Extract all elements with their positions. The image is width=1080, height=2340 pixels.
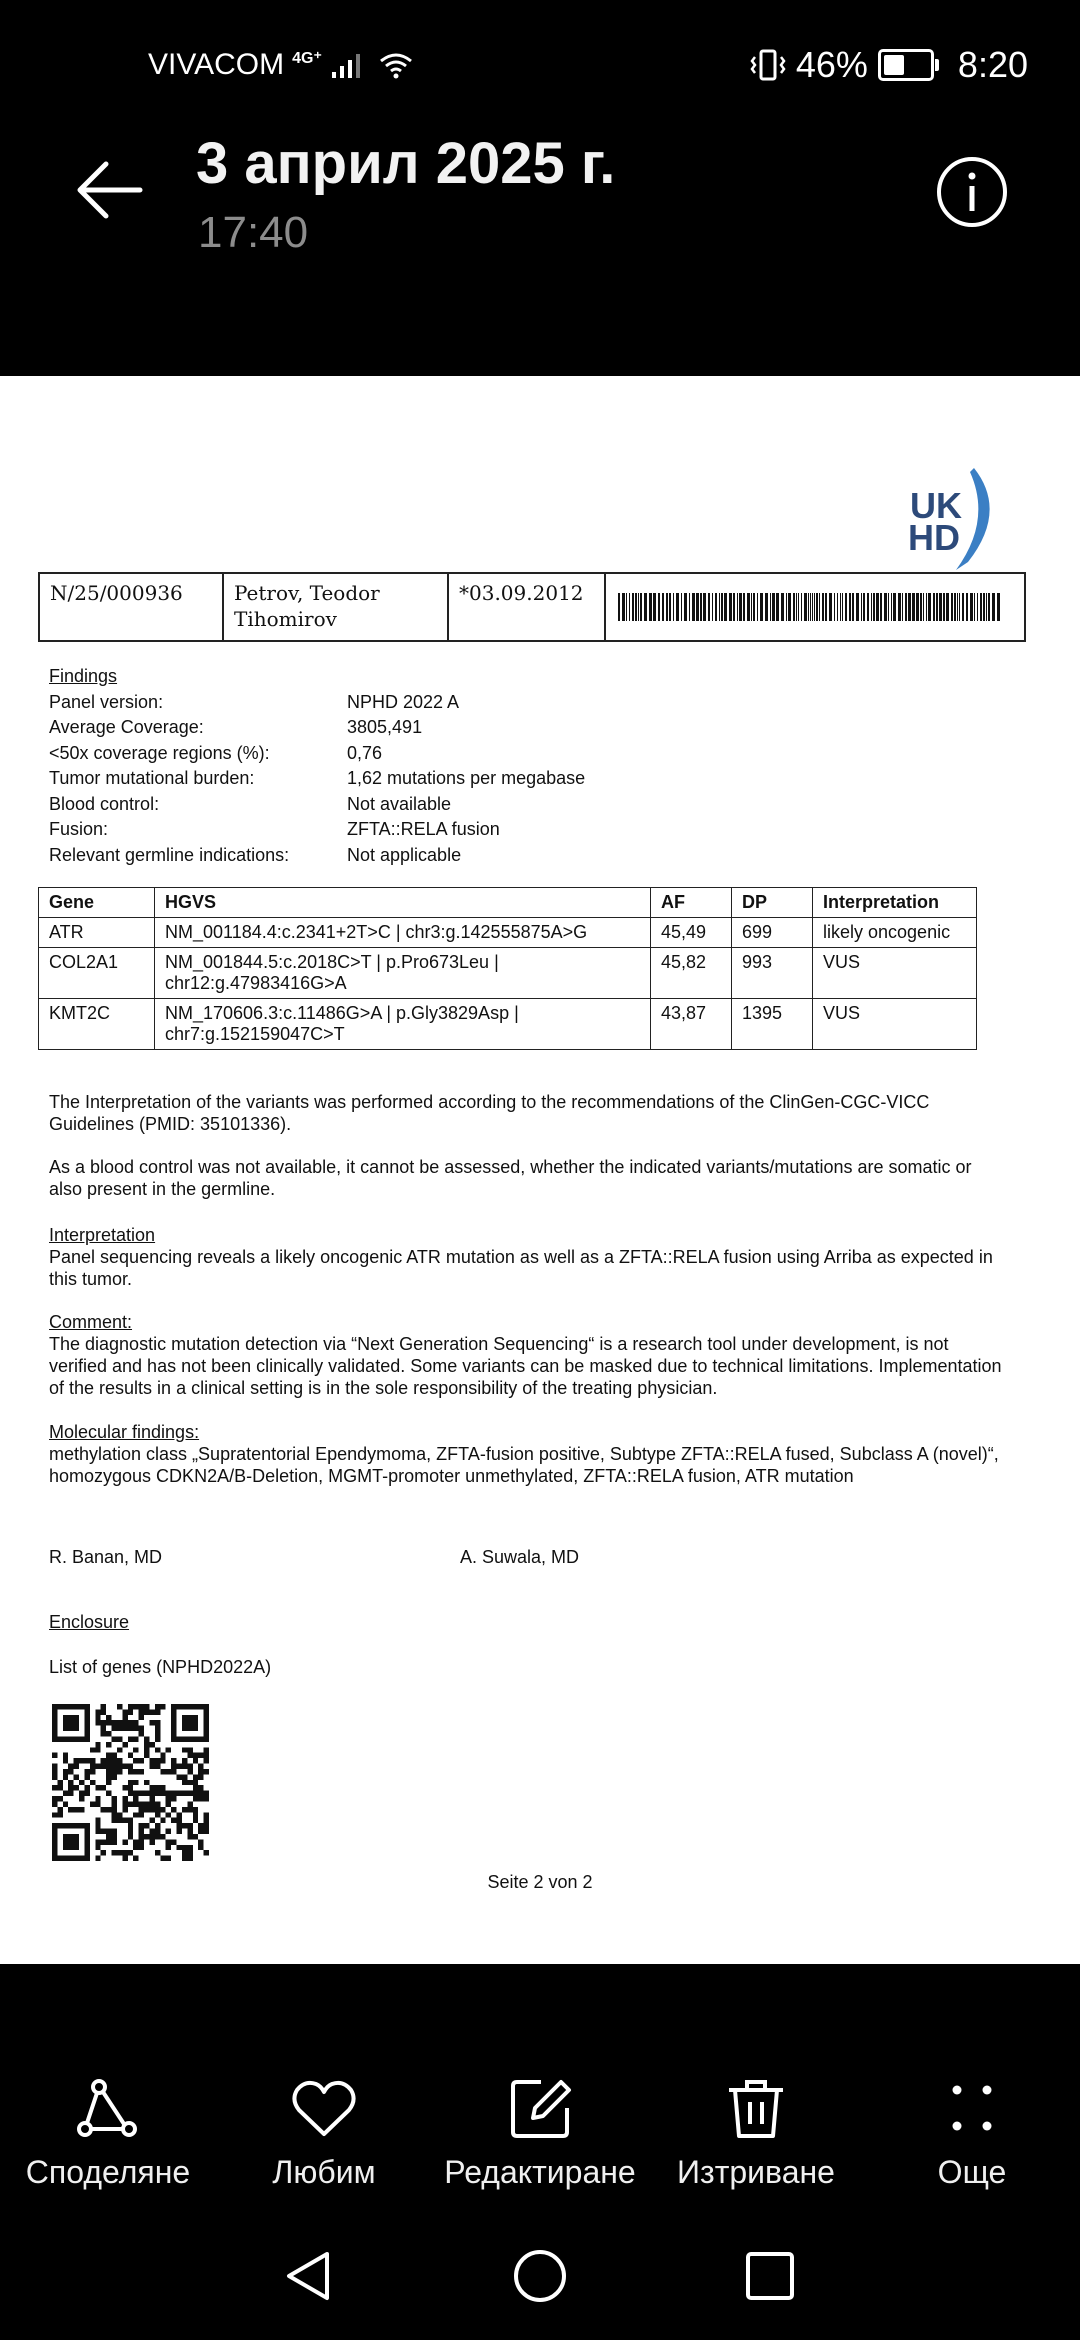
variant-dp: 1395 bbox=[732, 999, 813, 1050]
info-icon[interactable] bbox=[935, 155, 1009, 229]
barcode-icon bbox=[616, 593, 1006, 621]
share-icon bbox=[73, 2074, 143, 2144]
variant-row bbox=[39, 918, 977, 948]
variant-gene: ATR bbox=[39, 918, 155, 948]
findings-row bbox=[49, 690, 585, 716]
col-gene: Gene bbox=[39, 888, 155, 918]
variant-hgvs: NM_001184.4:c.2341+2T>C | chr3:g.142555875A>G bbox=[155, 918, 651, 948]
qr-code-icon bbox=[52, 1704, 209, 1861]
variant-interp: VUS bbox=[813, 948, 977, 999]
logo-text-uk: UK bbox=[910, 485, 962, 526]
status-right bbox=[750, 44, 1028, 86]
network-type: 4G⁺ bbox=[292, 50, 322, 67]
variant-af: 45,49 bbox=[651, 918, 732, 948]
wifi-icon bbox=[378, 50, 414, 80]
findings-value: 3805,491 bbox=[347, 717, 423, 737]
document-image[interactable] bbox=[0, 376, 1080, 1964]
findings-label: Relevant germline indications: bbox=[49, 844, 290, 865]
case-number: N/25/000936 bbox=[40, 574, 224, 640]
blood-control-paragraph: As a blood control was not available, it cannot be assessed, whether the indicated variants/mutations are somatic or also present in the germline. bbox=[49, 1157, 972, 1199]
status-bar bbox=[0, 0, 1080, 120]
findings-label: Blood control: bbox=[49, 793, 160, 814]
favorite-button[interactable] bbox=[216, 2074, 432, 2191]
signal-icon bbox=[330, 50, 370, 80]
delete-label: Изтриване bbox=[677, 2154, 835, 2190]
interpretation-text: Panel sequencing reveals a likely oncogenic ATR mutation as well as a ZFTA::RELA fusion using Arriba as expected in this tumor. bbox=[49, 1247, 993, 1289]
findings-row bbox=[49, 792, 585, 818]
col-interpretation: Interpretation bbox=[813, 888, 977, 918]
findings-value: Not available bbox=[347, 793, 452, 814]
share-label: Споделяне bbox=[25, 2154, 191, 2190]
edit-button[interactable] bbox=[432, 2074, 648, 2191]
findings-label: Panel version: bbox=[49, 691, 164, 712]
edit-label: Редактиране bbox=[444, 2154, 636, 2190]
trash-icon bbox=[721, 2074, 791, 2144]
favorite-label: Любим bbox=[272, 2154, 376, 2190]
molecular-text: methylation class „Supratentorial Ependymoma, ZFTA-fusion positive, Subtype ZFTA::RELA fused, Subclass A (novel)“, homozygous CDKN2A/B-Deletion, MGMT-promoter unmethylated, ZFTA::RELA fusion, ATR mutation bbox=[49, 1444, 999, 1486]
signature-2: A. Suwala, MD bbox=[460, 1547, 580, 1567]
findings-value: 1,62 mutations per megabase bbox=[347, 768, 586, 788]
variants-table bbox=[38, 887, 977, 1050]
guideline-paragraph: The Interpretation of the variants was performed according to the recommendations of the ClinGen-CGC-VICC Guidelines (PMID: 35101336). bbox=[49, 1092, 930, 1134]
variant-gene: KMT2C bbox=[39, 999, 155, 1050]
findings-label: <50x coverage regions (%): bbox=[49, 742, 270, 763]
logo-text-hd: HD bbox=[908, 517, 960, 558]
barcode bbox=[606, 574, 1024, 640]
molecular-title: Molecular findings: bbox=[49, 1422, 200, 1442]
patient-id-table bbox=[38, 572, 1026, 642]
battery-icon bbox=[878, 49, 934, 81]
clock: 8:20 bbox=[957, 44, 1028, 85]
page-number: Seite 2 von 2 bbox=[487, 1872, 593, 1892]
interpretation-title: Interpretation bbox=[49, 1225, 156, 1245]
variant-hgvs: NM_001844.5:c.2018C>T | p.Pro673Leu | chr12:g.47983416G>A bbox=[155, 948, 651, 999]
edit-icon bbox=[505, 2074, 575, 2144]
findings-row bbox=[49, 715, 585, 741]
comment-text: The diagnostic mutation detection via “Next Generation Sequencing“ is a research tool under development, is not verified and has not been clinically validated. Some variants can be masked due to technical limitations. Implementation of the results in a clinical setting is in the sole responsibility of the treating physician. bbox=[49, 1334, 1002, 1398]
photo-time: 17:40 bbox=[198, 208, 309, 257]
variant-af: 43,87 bbox=[651, 999, 732, 1050]
birth-date: *03.09.2012 bbox=[449, 574, 606, 640]
nav-recents-icon[interactable] bbox=[740, 2246, 800, 2306]
comment-title: Comment: bbox=[49, 1312, 133, 1332]
vibrate-icon bbox=[750, 48, 786, 82]
findings-label: Tumor mutational burden: bbox=[49, 768, 255, 788]
nav-back-icon[interactable] bbox=[279, 2246, 339, 2306]
findings-value: Not applicable bbox=[347, 844, 462, 865]
logo-crescent bbox=[904, 466, 1004, 576]
col-af: AF bbox=[651, 888, 732, 918]
findings-label: Average Coverage: bbox=[49, 717, 204, 737]
interpretation-section bbox=[49, 1224, 1009, 1290]
share-button[interactable] bbox=[0, 2074, 216, 2191]
findings-row bbox=[49, 741, 585, 767]
col-hgvs: HGVS bbox=[155, 888, 651, 918]
more-dots-icon bbox=[937, 2074, 1007, 2144]
nav-home-icon[interactable] bbox=[510, 2246, 570, 2306]
findings-section bbox=[49, 664, 585, 868]
carrier-name: VIVACOM bbox=[148, 48, 285, 81]
comment-section bbox=[49, 1311, 1009, 1399]
enclosure-text: List of genes (NPHD2022A) bbox=[49, 1657, 272, 1677]
delete-button[interactable] bbox=[648, 2074, 864, 2191]
findings-label: Fusion: bbox=[49, 819, 109, 839]
signature-1: R. Banan, MD bbox=[49, 1547, 163, 1567]
ukhd-logo bbox=[904, 466, 1004, 576]
variant-hgvs: NM_170606.3:c.11486G>A | p.Gly3829Asp | chr7:g.152159047C>T bbox=[155, 999, 651, 1050]
variant-interp: VUS bbox=[813, 999, 977, 1050]
findings-value: ZFTA::RELA fusion bbox=[347, 819, 500, 839]
variant-af: 45,82 bbox=[651, 948, 732, 999]
variant-dp: 699 bbox=[732, 918, 813, 948]
patient-name: Petrov, Teodor Tihomirov bbox=[224, 574, 449, 640]
findings-title: Findings bbox=[49, 666, 118, 686]
molecular-section bbox=[49, 1421, 1009, 1487]
photo-date: 3 април 2025 г. bbox=[196, 131, 616, 196]
findings-row bbox=[49, 817, 585, 843]
findings-value: 0,76 bbox=[347, 742, 383, 763]
variant-row bbox=[39, 999, 977, 1050]
more-button[interactable] bbox=[864, 2074, 1080, 2191]
back-arrow-icon[interactable] bbox=[70, 150, 150, 230]
findings-row bbox=[49, 766, 585, 792]
enclosure-title: Enclosure bbox=[49, 1612, 130, 1632]
variant-interp: likely oncogenic bbox=[813, 918, 977, 948]
more-label: Още bbox=[937, 2154, 1007, 2190]
status-left bbox=[148, 48, 414, 82]
findings-value: NPHD 2022 A bbox=[347, 691, 460, 712]
variant-gene: COL2A1 bbox=[39, 948, 155, 999]
variant-dp: 993 bbox=[732, 948, 813, 999]
col-dp: DP bbox=[732, 888, 813, 918]
findings-row bbox=[49, 843, 585, 869]
variant-row bbox=[39, 948, 977, 999]
battery-percent: 46% bbox=[795, 44, 868, 85]
heart-icon bbox=[289, 2074, 359, 2144]
